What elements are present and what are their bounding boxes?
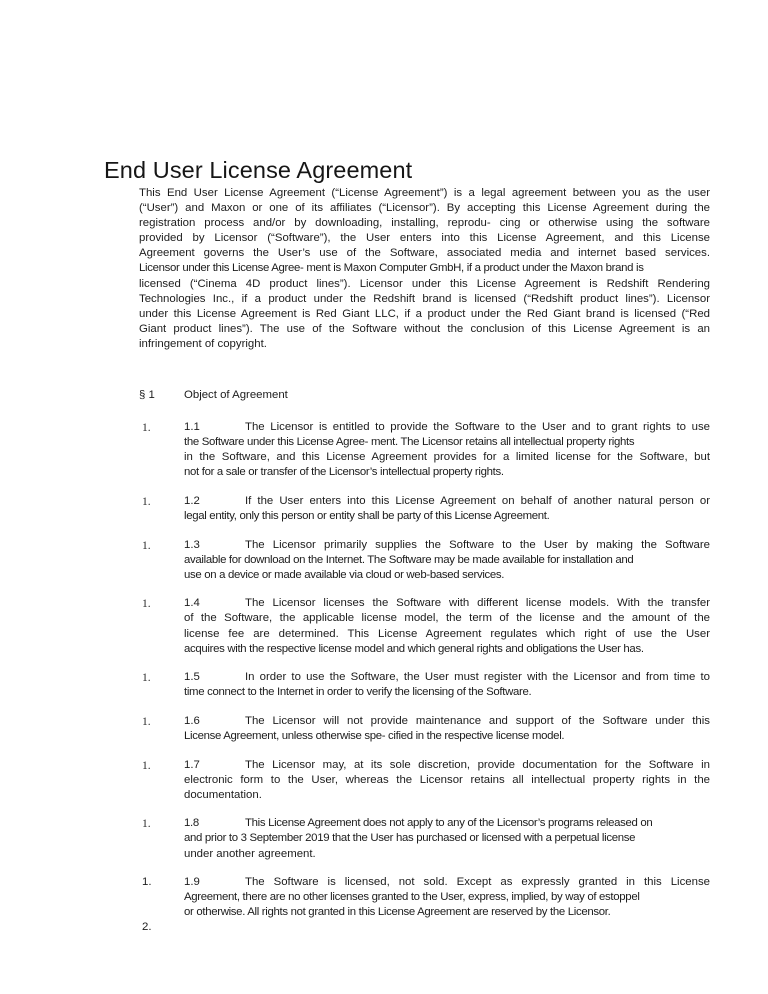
clause-line: in the Software, and this License Agreement provides for a limited license for the Software, but xyxy=(184,451,710,464)
clause-number: 1.7 xyxy=(184,758,200,771)
list-item xyxy=(139,875,710,920)
clause-body xyxy=(184,670,710,700)
clause-number: 1.3 xyxy=(184,538,200,551)
clause-line: The Licensor will not provide maintenance and support of the Software under this xyxy=(245,714,710,727)
clause-line: The Licensor licenses the Software with different license models. With the transfer xyxy=(245,597,710,610)
clause-body xyxy=(184,758,710,803)
clause-body xyxy=(184,816,710,861)
clause-line: acquires with the respective license model and which general rights and obligations the User has. xyxy=(184,642,644,655)
clause-line: electronic form to the User, whereas the Licensor retains all intellectual property rights in the xyxy=(184,773,710,786)
clause-line: available for download on the Internet. The Software may be made available for installation and xyxy=(184,553,634,566)
clause-line: Agreement, there are no other licenses granted to the User, express, implied, by way of estoppel xyxy=(184,891,640,904)
clause-line: The Licensor is entitled to provide the Software to the User and to grant rights to use xyxy=(245,421,710,433)
intro-line: Technologies Inc., if a product under the Redshift brand is licensed (“Redshift product lines”). Licensor xyxy=(139,292,710,305)
clause-line: This License Agreement does not apply to any of the Licensor’s programs released on xyxy=(245,817,653,830)
clause-body xyxy=(184,596,710,656)
clause-body xyxy=(184,420,710,480)
list-item xyxy=(139,494,710,524)
intro-line: infringement of copyright. xyxy=(139,337,267,350)
section-number: § 1 xyxy=(139,389,155,401)
intro-paragraph-text xyxy=(139,186,710,352)
clause-body xyxy=(184,538,710,583)
intro-line: (“User”) and Maxon or one of its affiliates (“Licensor”). By accepting this License Agreement during the xyxy=(139,202,710,215)
clause-number: 1.6 xyxy=(184,714,200,727)
clause-number: 1.9 xyxy=(184,876,200,889)
list-marker: 1. xyxy=(142,817,151,831)
intro-line: provided by Licensor (“Software”), the User enters into this License Agreement, and this License xyxy=(139,232,710,245)
intro-line: Agreement governs the User’s use of the Software, associated media and internet based services. xyxy=(139,247,710,260)
list-item xyxy=(139,596,710,656)
clause-line: license fee are determined. This License Agreement regulates which right of use the User xyxy=(184,627,710,640)
clause-line: legal entity, only this person or entity shall be party of this License Agreement. xyxy=(184,509,550,522)
clause-line: The Licensor may, at its sole discretion, provide documentation for the Software in xyxy=(245,758,710,771)
clause-line: the Software under this License Agree- ment. The Licensor retains all intellectual property rights xyxy=(184,436,635,449)
clause-body xyxy=(184,875,710,920)
list-marker: 1. xyxy=(142,538,151,552)
list-marker: 1. xyxy=(142,421,151,434)
intro-line: under this License Agreement is Red Giant LLC, if a product under the Red Giant brand is licensed (“Red xyxy=(139,307,710,320)
list-marker: 1. xyxy=(142,714,151,728)
clause-line: The Software is licensed, not sold. Except as expressly granted in this License xyxy=(245,876,710,889)
list-marker: 1. xyxy=(142,494,151,508)
clause-line: If the User enters into this License Agreement on behalf of another natural person or xyxy=(245,494,710,507)
clause-line: License Agreement, unless otherwise spe- cified in the respective license model. xyxy=(184,730,565,742)
clause-body xyxy=(184,494,710,524)
clause-body xyxy=(184,714,710,744)
intro-line: Licensor under this License Agree- ment is Maxon Computer GmbH, if a product under the Maxon brand is xyxy=(139,262,644,275)
clause-line: documentation. xyxy=(184,788,262,801)
clause-line: under another agreement. xyxy=(184,847,316,860)
list-item xyxy=(139,758,710,803)
list-marker: 1. xyxy=(142,758,151,772)
clause-number: 1.1 xyxy=(184,421,200,433)
list-marker: 1. xyxy=(142,597,151,611)
clause-line: and prior to 3 September 2019 that the User has purchased or licensed with a perpetual license xyxy=(184,832,636,845)
list-marker: 2. xyxy=(142,921,152,934)
clause-line: In order to use the Software, the User must register with the Licensor and from time to xyxy=(245,671,710,684)
list-item xyxy=(139,670,710,700)
section-heading xyxy=(139,388,710,403)
clause-line: time connect to the Internet in order to verify the licensing of the Software. xyxy=(184,686,532,699)
clause-list xyxy=(139,420,710,934)
clause-number: 1.5 xyxy=(184,671,200,684)
clause-number: 1.4 xyxy=(184,597,200,610)
list-item xyxy=(139,816,710,861)
clause-number: 1.2 xyxy=(184,494,200,507)
clause-line: The Licensor primarily supplies the Software to the User by making the Software xyxy=(245,538,710,551)
intro-line: This End User License Agreement (“License Agreement”) is a legal agreement between you as the user xyxy=(139,187,710,199)
clause-number: 1.8 xyxy=(184,817,199,830)
list-item xyxy=(139,714,710,744)
clause-line: or otherwise. All rights not granted in this License Agreement are reserved by the Licensor. xyxy=(184,906,611,919)
intro-line: Giant product lines”). The use of the Software without the conclusion of this License Agreement is an xyxy=(139,322,710,335)
page-title: End User License Agreement xyxy=(104,156,413,183)
list-item xyxy=(139,538,710,583)
clause-line: of the Software, the applicable license model, the term of the license and the amount of the xyxy=(184,612,710,625)
list-item xyxy=(139,420,710,480)
section-heading-label: Object of Agreement xyxy=(184,389,288,401)
list-marker: 1. xyxy=(142,671,151,685)
list-marker: 1. xyxy=(142,876,152,889)
intro-line: licensed (“Cinema 4D product lines”). Licensor under this License Agreement is Redshift Rendering xyxy=(139,277,710,290)
intro-line: registration process and/or by downloading, installing, reprodu- cing or otherwise using the software xyxy=(139,217,710,230)
intro-paragraph xyxy=(139,186,710,352)
clause-line: not for a sale or transfer of the Licensor’s intellectual property rights. xyxy=(184,466,504,479)
clause-line: use on a device or made available via cloud or web-based services. xyxy=(184,568,505,581)
